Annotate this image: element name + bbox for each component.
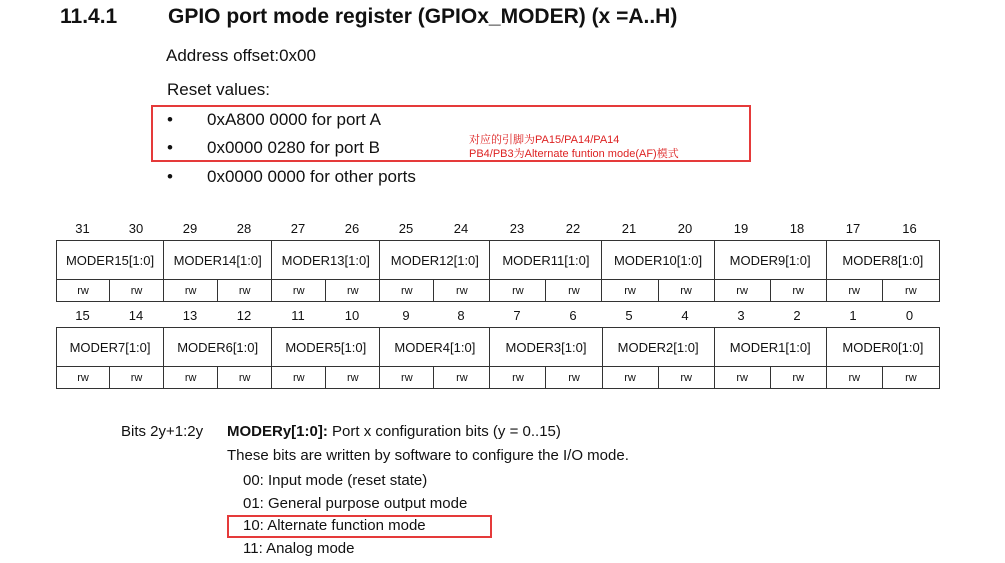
bits-field-heading xyxy=(227,423,561,440)
bits-field-description: Port x configuration bits (y = 0..15) xyxy=(327,423,561,440)
bit-number: 13 xyxy=(182,308,198,323)
access-cell: rw xyxy=(57,367,110,389)
access-cell: rw xyxy=(218,367,272,389)
access-cell: rw xyxy=(434,280,490,302)
bullet-icon: • xyxy=(167,138,173,157)
highlight-box-alternate-mode xyxy=(227,515,492,538)
bit-number: 0 xyxy=(905,308,914,323)
access-cell: rw xyxy=(164,367,218,389)
bit-number: 11 xyxy=(291,308,305,323)
bits-range-label: Bits 2y+1:2y xyxy=(121,423,204,440)
bit-number: 7 xyxy=(513,308,521,323)
bit-number: 20 xyxy=(677,221,693,236)
access-cell: rw xyxy=(602,280,658,302)
access-cell: rw xyxy=(110,280,164,302)
access-cell: rw xyxy=(658,280,714,302)
access-cell: rw xyxy=(714,367,770,389)
access-cell: rw xyxy=(882,280,939,302)
access-cell: rw xyxy=(770,367,826,389)
bit-number: 22 xyxy=(565,221,581,236)
access-cell: rw xyxy=(490,280,546,302)
section-title: GPIO port mode register (GPIOx_MODER) (x =A..H) xyxy=(168,5,678,28)
bit-number: 15 xyxy=(75,308,90,323)
access-cell: rw xyxy=(218,280,272,302)
register-field: MODER10[1:0] xyxy=(602,241,714,280)
bit-number: 24 xyxy=(453,221,469,236)
section-number: 11.4.1 xyxy=(60,5,118,28)
bit-number: 26 xyxy=(344,221,360,236)
bit-number: 1 xyxy=(849,308,857,323)
mode-option: 11: Analog mode xyxy=(243,540,355,557)
register-table-upper xyxy=(56,240,940,302)
register-field: MODER5[1:0] xyxy=(272,328,380,367)
register-field: MODER1[1:0] xyxy=(714,328,826,367)
bit-number: 23 xyxy=(509,221,525,236)
register-field: MODER11[1:0] xyxy=(490,241,602,280)
mode-option: 00: Input mode (reset state) xyxy=(243,472,428,489)
access-cell: rw xyxy=(546,367,602,389)
bit-number: 17 xyxy=(845,221,861,236)
reset-value-text: 0x0000 0280 for port B xyxy=(207,138,380,157)
bit-number: 12 xyxy=(236,308,252,323)
register-field: MODER6[1:0] xyxy=(164,328,272,367)
access-cell: rw xyxy=(826,367,882,389)
bits-field-name: MODERy[1:0]: xyxy=(227,423,328,440)
register-field: MODER0[1:0] xyxy=(826,328,939,367)
access-cell: rw xyxy=(380,280,434,302)
bit-number: 5 xyxy=(625,308,633,323)
bit-number: 28 xyxy=(236,221,252,236)
mode-option: 10: Alternate function mode xyxy=(243,517,426,534)
reset-value-text: 0x0000 0000 for other ports xyxy=(207,167,416,186)
bit-number: 25 xyxy=(398,221,414,236)
register-field: MODER2[1:0] xyxy=(602,328,714,367)
bullet-icon: • xyxy=(167,167,173,186)
bit-number: 8 xyxy=(457,308,465,323)
access-cell: rw xyxy=(164,280,218,302)
annotation-note xyxy=(469,133,679,161)
register-field: MODER14[1:0] xyxy=(164,241,272,280)
access-cell: rw xyxy=(770,280,826,302)
bit-number: 30 xyxy=(128,221,144,236)
access-cell: rw xyxy=(490,367,546,389)
access-cell: rw xyxy=(110,367,164,389)
register-field: MODER13[1:0] xyxy=(272,241,380,280)
bit-number: 18 xyxy=(789,221,805,236)
register-field: MODER3[1:0] xyxy=(490,328,602,367)
access-cell: rw xyxy=(882,367,939,389)
register-field: MODER7[1:0] xyxy=(57,328,164,367)
access-cell: rw xyxy=(602,367,658,389)
bit-number: 19 xyxy=(733,221,749,236)
access-cell: rw xyxy=(326,367,380,389)
bits-description: These bits are written by software to configure the I/O mode. xyxy=(227,447,629,464)
bit-number: 2 xyxy=(793,308,801,323)
bit-number: 21 xyxy=(621,221,637,236)
access-cell: rw xyxy=(272,280,326,302)
bullet-icon: • xyxy=(167,110,173,129)
bit-number: 6 xyxy=(569,308,577,323)
bit-number: 16 xyxy=(902,221,917,236)
bit-number: 31 xyxy=(75,221,90,236)
register-field: MODER9[1:0] xyxy=(714,241,826,280)
register-field: MODER4[1:0] xyxy=(380,328,490,367)
reset-values-label: Reset values: xyxy=(167,80,270,99)
register-table-lower xyxy=(56,327,940,389)
bit-number: 3 xyxy=(737,308,745,323)
access-cell: rw xyxy=(57,280,110,302)
access-cell: rw xyxy=(546,280,602,302)
access-cell: rw xyxy=(272,367,326,389)
bit-number: 9 xyxy=(402,308,410,323)
access-cell: rw xyxy=(714,280,770,302)
access-cell: rw xyxy=(826,280,882,302)
access-cell: rw xyxy=(326,280,380,302)
bit-number: 10 xyxy=(344,308,360,323)
bit-number: 27 xyxy=(290,221,306,236)
address-offset: Address offset:0x00 xyxy=(166,46,316,65)
access-cell: rw xyxy=(434,367,490,389)
mode-option: 01: General purpose output mode xyxy=(243,495,468,512)
register-field: MODER12[1:0] xyxy=(380,241,490,280)
register-field: MODER15[1:0] xyxy=(57,241,164,280)
register-field: MODER8[1:0] xyxy=(826,241,939,280)
bit-number: 29 xyxy=(182,221,198,236)
annotation-line-2: PB4/PB3为Alternate funtion mode(AF)模式 xyxy=(469,148,679,160)
access-cell: rw xyxy=(658,367,714,389)
annotation-line-1: 对应的引脚为PA15/PA14/PA14 xyxy=(469,134,620,146)
bit-number: 4 xyxy=(681,308,689,323)
bit-number: 14 xyxy=(128,308,144,323)
access-cell: rw xyxy=(380,367,434,389)
reset-value-text: 0xA800 0000 for port A xyxy=(207,110,381,129)
